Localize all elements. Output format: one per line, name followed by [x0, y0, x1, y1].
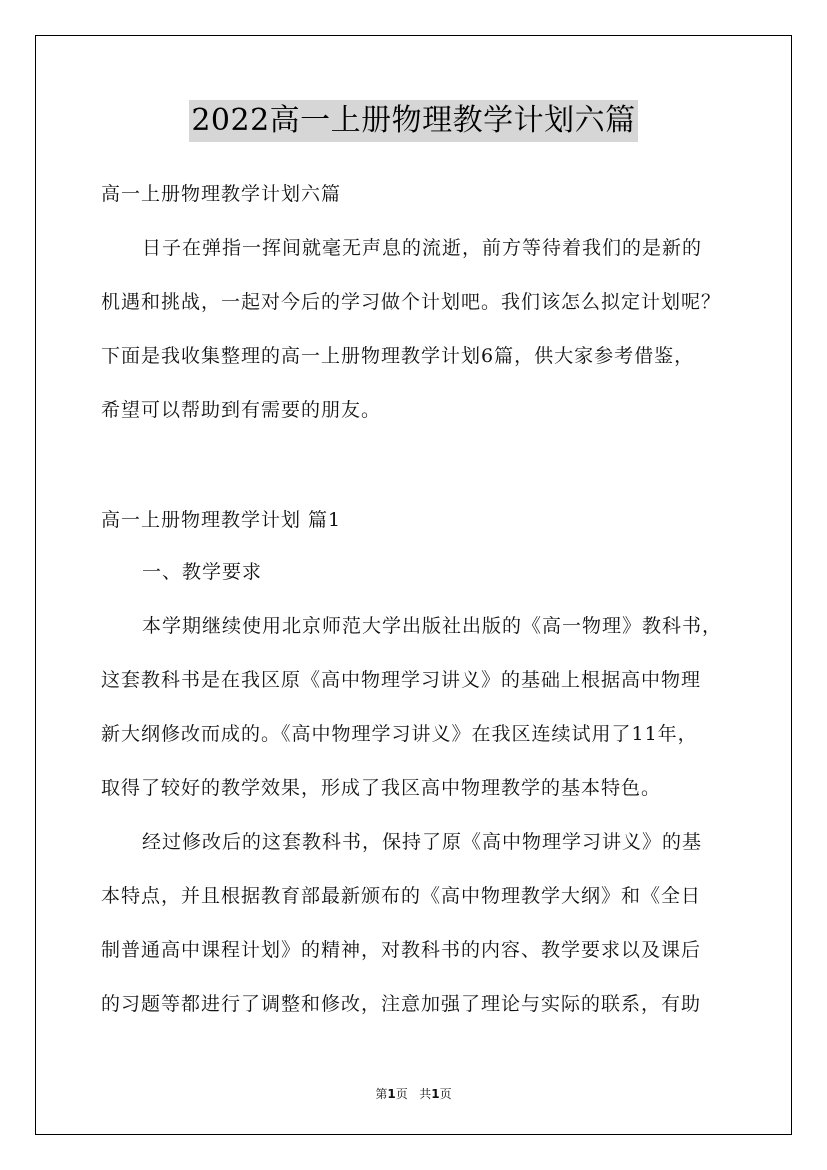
- subtitle: 高一上册物理教学计划六篇: [101, 183, 342, 205]
- footer-total-suffix: 页: [439, 1087, 452, 1101]
- section-heading: 高一上册物理教学计划 篇1: [101, 509, 342, 531]
- intro-line-2: 机遇和挑战，一起对今后的学习做个计划吧。我们该怎么拟定计划呢？: [101, 291, 722, 313]
- footer-page-suffix: 页: [395, 1087, 408, 1101]
- para1-line-4: 取得了较好的教学效果，形成了我区高中物理教学的基本特色。: [101, 777, 662, 799]
- document-title: 2022高一上册物理教学计划六篇: [189, 100, 637, 142]
- para1-line-2: 这套教科书是在我区原《高中物理学习讲义》的基础上根据高中物理: [101, 669, 702, 691]
- subheading: 一、教学要求: [142, 561, 263, 583]
- footer-total-number: 1: [431, 1087, 440, 1101]
- para2-line-4: 的习题等都进行了调整和修改，注意加强了理论与实际的联系，有助: [101, 993, 702, 1015]
- footer-page-number: 1: [387, 1087, 396, 1101]
- footer-total-prefix: 共: [419, 1087, 432, 1101]
- para1-line-3: 新大纲修改而成的。《高中物理学习讲义》在我区连续试用了11年，: [101, 723, 698, 745]
- para1-line-1: 本学期继续使用北京师范大学出版社出版的《高一物理》教科书，: [142, 615, 723, 637]
- page-footer: [0, 1085, 827, 1102]
- para2-line-1: 经过修改后的这套教科书，保持了原《高中物理学习讲义》的基: [142, 831, 703, 853]
- para2-line-2: 本特点，并且根据教育部最新颁布的《高中物理教学大纲》和《全日: [101, 885, 702, 907]
- para2-line-3: 制普通高中课程计划》的精神，对教科书的内容、教学要求以及课后: [101, 939, 702, 961]
- footer-page-prefix: 第: [375, 1087, 388, 1101]
- intro-line-1: 日子在弹指一挥间就毫无声息的流逝，前方等待着我们的是新的: [142, 237, 703, 259]
- intro-line-3: 下面是我收集整理的高一上册物理教学计划6篇，供大家参考借鉴，: [101, 345, 695, 367]
- title-container: [0, 100, 827, 142]
- intro-line-4: 希望可以帮助到有需要的朋友。: [101, 399, 382, 421]
